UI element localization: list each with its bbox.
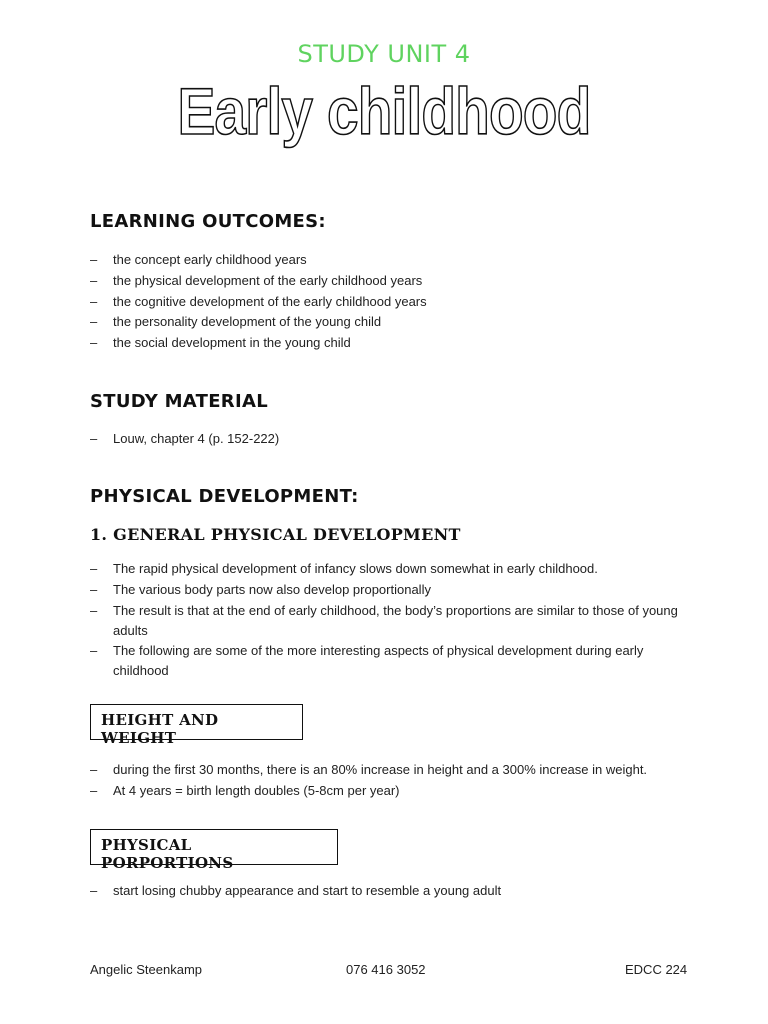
list-item: – Louw, chapter 4 (p. 152-222) — [90, 429, 690, 449]
study-material-heading: STUDY MATERIAL — [90, 391, 268, 412]
general-physical-development-list — [90, 559, 690, 682]
height-weight-heading: HEIGHT AND WEIGHT — [90, 704, 303, 740]
list-item: – start losing chubby appearance and start to resemble a young adult — [90, 881, 690, 901]
study-material-list — [90, 429, 690, 450]
list-item: – the personality development of the young child — [90, 312, 690, 332]
learning-outcomes-heading: LEARNING OUTCOMES: — [90, 211, 326, 232]
list-item: – the social development in the young child — [90, 333, 690, 353]
learning-outcomes-list — [90, 250, 690, 354]
list-item: – the physical development of the early childhood years — [90, 271, 690, 291]
list-item: – The following are some of the more interesting aspects of physical development during early childhood — [90, 641, 690, 681]
footer-author: Angelic Steenkamp — [90, 962, 203, 977]
list-item: – At 4 years = birth length doubles (5-8cm per year) — [90, 781, 690, 801]
footer-course-code: EDCC 224 — [625, 962, 688, 977]
physical-proportions-list — [90, 881, 690, 902]
height-weight-list — [90, 760, 690, 802]
physical-proportions-heading: PHYSICAL PORPORTIONS — [90, 829, 338, 865]
list-item: – the concept early childhood years — [90, 250, 690, 270]
study-unit-label: STUDY UNIT 4 — [297, 40, 471, 68]
list-item: – during the first 30 months, there is an 80% increase in height and a 300% increase in weight. — [90, 760, 690, 780]
list-item: – the cognitive development of the early childhood years — [90, 292, 690, 312]
list-item: – The rapid physical development of infancy slows down somewhat in early childhood. — [90, 559, 690, 579]
list-item: – The various body parts now also develop proportionally — [90, 580, 690, 600]
general-physical-development-heading: 1. GENERAL PHYSICAL DEVELOPMENT — [90, 525, 461, 544]
page-title: Early childhood — [177, 74, 591, 148]
footer-phone: 076 416 3052 — [346, 962, 426, 977]
list-item: – The result is that at the end of early childhood, the body’s proportions are similar to those of young adults — [90, 601, 690, 641]
physical-development-heading: PHYSICAL DEVELOPMENT: — [90, 486, 359, 507]
